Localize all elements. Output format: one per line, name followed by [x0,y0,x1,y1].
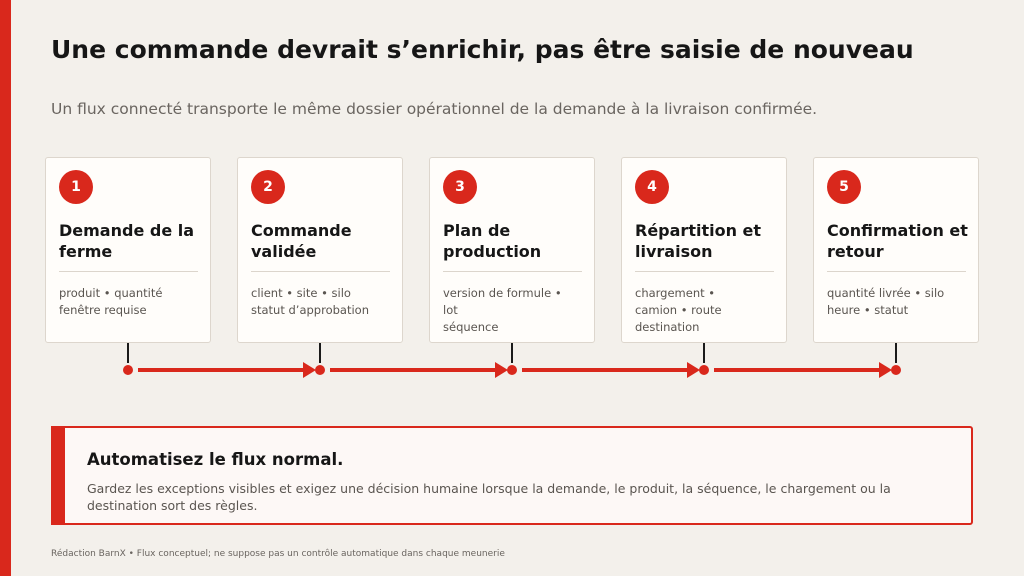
step-card-3 [429,157,595,343]
flow-node [315,365,325,375]
callout-box [51,426,973,525]
callout-text: Gardez les exceptions visibles et exigez une décision humaine lorsque la demande, le produit, la séquence, le chargement ou la destination sort des règles. [87,481,891,513]
step-card-4 [621,157,787,343]
step-number-badge: 5 [827,170,861,204]
card-divider [251,271,390,272]
footer-note: Rédaction BarnX • Flux conceptuel; ne suppose pas un contrôle automatique dans chaque meunerie [51,549,505,559]
step-title: Confirmation et retour [827,221,968,261]
slide-subtitle: Un flux connecté transporte le même dossier opérationnel de la demande à la livraison confirmée. [51,100,818,118]
step-number-badge: 1 [59,170,93,204]
arrow-head [303,362,316,378]
step-details: chargement • camion • route destination [635,286,722,334]
card-divider [59,271,198,272]
arrow-head [687,362,700,378]
step-card-1 [45,157,211,343]
step-title: Plan de production [443,221,542,261]
card-divider [827,271,966,272]
step-card-5 [813,157,979,343]
card-divider [443,271,582,272]
flow-connector [0,340,1024,385]
step-title: Répartition et livraison [635,221,762,261]
left-accent-bar [0,0,11,576]
arrow-head [495,362,508,378]
step-title: Demande de la ferme [59,221,195,261]
step-number-badge: 3 [443,170,477,204]
callout-title: Automatisez le flux normal. [87,450,344,469]
step-number-badge: 4 [635,170,669,204]
step-details: quantité livrée • silo heure • statut [827,286,945,317]
slide-title: Une commande devrait s’enrichir, pas être saisie de nouveau [51,35,914,64]
arrow-head [879,362,892,378]
callout-accent-bar [51,426,65,525]
flow-node [699,365,709,375]
step-number-badge: 2 [251,170,285,204]
step-details: produit • quantité fenêtre requise [59,286,163,317]
flow-node [891,365,901,375]
connector-stems [128,343,896,363]
step-details: version de formule • lot séquence [443,286,562,334]
step-card-2 [237,157,403,343]
flow-node [507,365,517,375]
card-divider [635,271,774,272]
flow-node [123,365,133,375]
step-title: Commande validée [251,221,352,261]
step-details: client • site • silo statut d’approbation [251,286,369,317]
